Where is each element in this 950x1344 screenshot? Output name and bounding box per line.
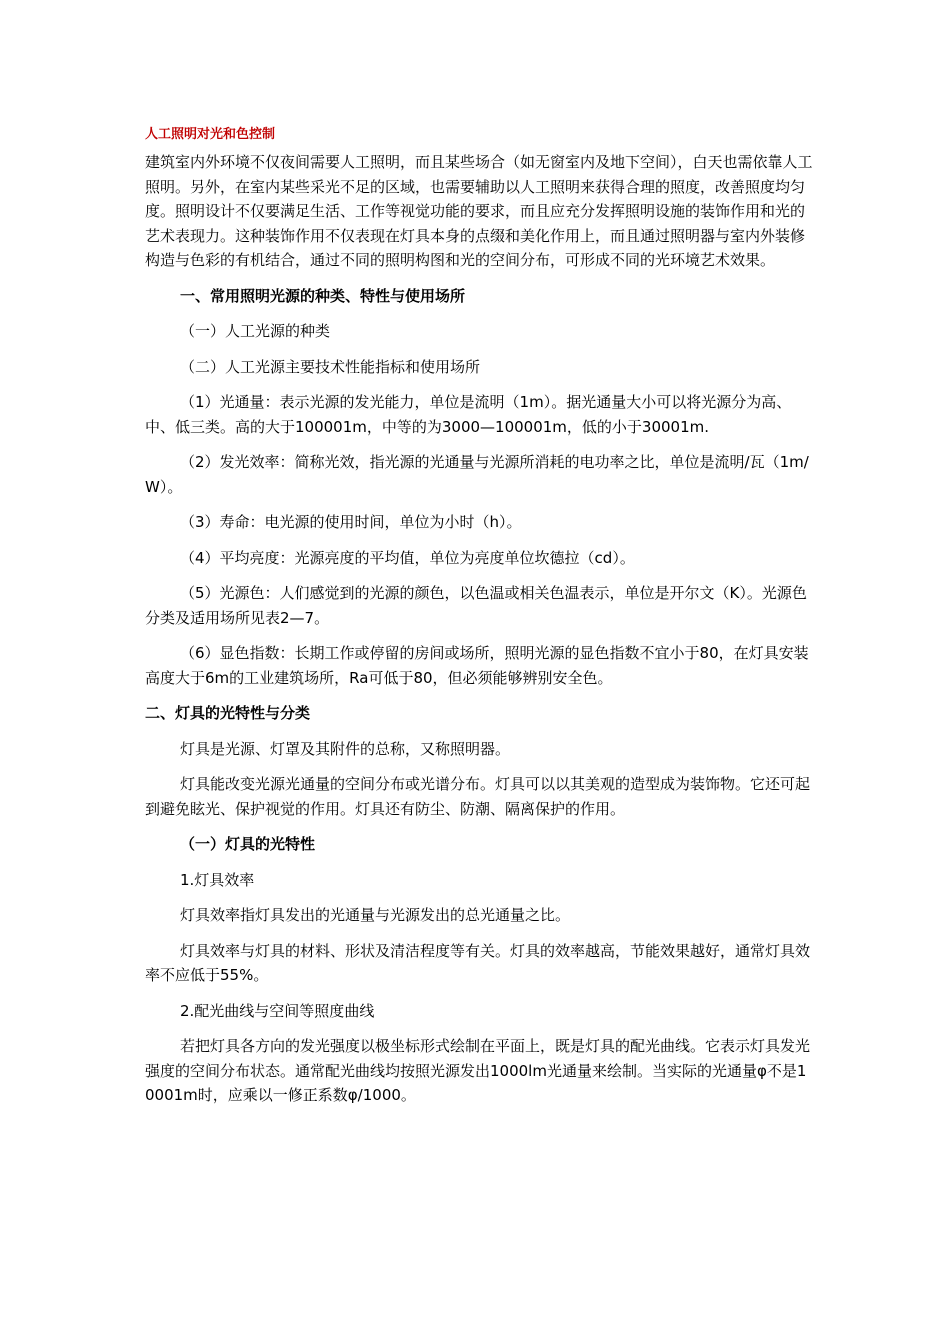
section2-item1-paragraph-1: 灯具效率指灯具发出的光通量与光源发出的总光通量之比。 (180, 906, 571, 924)
intro-paragraph: 建筑室内外环境不仅夜间需要人工照明，而且某些场合（如无窗室内及地下空间），白天也需依靠人工照明。另外，在室内某些采光不足的区域，也需要辅助以人工照明来获得合理的照度，改善照度均匀度。照明设计不仅要满足生活、工作等视觉功能的要求，而且应充分发挥照明设施的装饰作用和光的艺术表现力。这种装饰作用不仅表现在灯具本身的点缀和美化作用上，而且通过照明器与室内外装修构造与色彩的有机结合，通过不同的照明构图和光的空间分布，可形成不同的光环境艺术效果。 (145, 153, 813, 269)
section1-heading: 一、常用照明光源的种类、特性与使用场所 (180, 286, 466, 305)
section2-paragraph-1: 灯具是光源、灯罩及其附件的总称，又称照明器。 (180, 739, 511, 758)
section2-sub-heading: （一）灯具的光特性 (180, 835, 316, 853)
section2-item2-title: 2.配光曲线与空间等照度曲线 (180, 1001, 375, 1020)
section1-item-6: （6）显色指数：长期工作或停留的房间或场所，照明光源的显色指数不宜小于80，在灯具安装高度大于6m的工业建筑场所，Ra可低于80，但必须能够辨别安全色。 (145, 644, 809, 687)
section1-item-1: （1）光通量：表示光源的发光能力，单位是流明（1m）。据光通量大小可以将光源分为高、中、低三类。高的大于100001m，中等的为3000—100001m，低的小于30001m. (145, 393, 792, 436)
document-page (145, 126, 813, 1108)
section2-heading: 二、灯具的光特性与分类 (145, 704, 311, 722)
section2-item1-paragraph-2: 灯具效率与灯具的材料、形状及清洁程度等有关。灯具的效率越高，节能效果越好，通常灯具效率不应低于55%。 (145, 941, 811, 984)
section1-item-5: （5）光源色：人们感觉到的光源的颜色，以色温或相关色温表示，单位是开尔文（K）。光源色分类及适用场所见表2—7。 (145, 584, 807, 627)
document-title: 人工照明对光和色控制 (145, 127, 276, 142)
section1-item-4: （4）平均亮度：光源亮度的平均值，单位为亮度单位坎德拉（cd）。 (180, 548, 635, 567)
section2-paragraph-2: 灯具能改变光源光通量的空间分布或光谱分布。灯具可以以其美观的造型成为装饰物。它还可起到避免眩光、保护视觉的作用。灯具还有防尘、防潮、隔离保护的作用。 (145, 775, 811, 818)
section2-item1-title: 1.灯具效率 (180, 870, 255, 889)
section2-item2-paragraph-1: 若把灯具各方向的发光强度以极坐标形式绘制在平面上，既是灯具的配光曲线。它表示灯具发光强度的空间分布状态。通常配光曲线均按照光源发出1000lm光通量来绘制。当实际的光通量φ不是10001m时，应乘以一修正系数φ/1000。 (145, 1037, 811, 1104)
section1-item-2: （2）发光效率：简称光效，指光源的光通量与光源所消耗的电功率之比，单位是流明/瓦（1m/W）。 (145, 453, 809, 496)
section1-sub1: （一）人工光源的种类 (180, 322, 331, 340)
section1-sub2: （二）人工光源主要技术性能指标和使用场所 (180, 357, 481, 376)
section1-item-3: （3）寿命：电光源的使用时间，单位为小时（h）。 (180, 513, 522, 531)
